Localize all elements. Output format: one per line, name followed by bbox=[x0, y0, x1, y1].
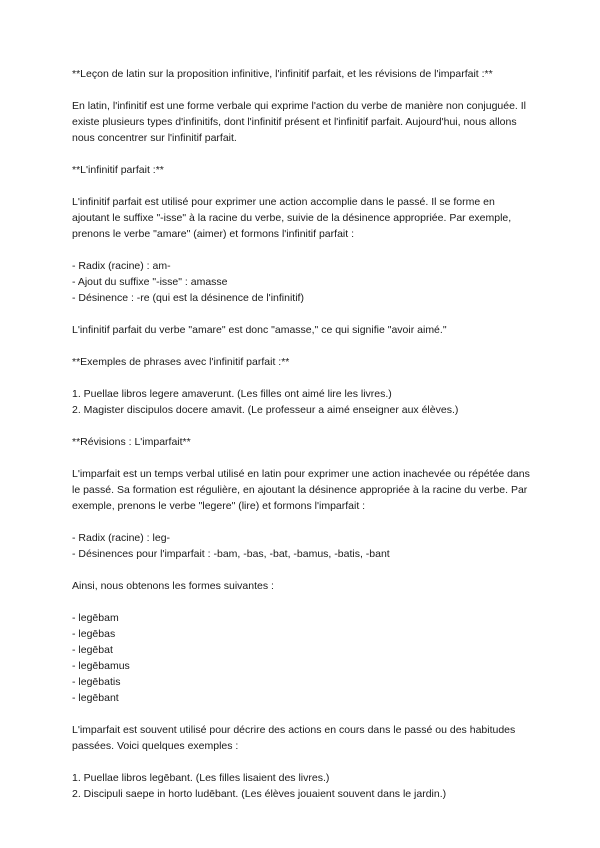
list-item: - legēbat bbox=[72, 644, 113, 656]
list-item: - Désinences pour l'imparfait : -bam, -bas, -bat, -bamus, -batis, -bant bbox=[72, 548, 390, 560]
section3-forms bbox=[72, 610, 532, 706]
document-title: **Leçon de latin sur la proposition infinitive, l'infinitif parfait, et les révisions de l'imparfait :** bbox=[72, 68, 493, 80]
section1-list bbox=[72, 258, 532, 306]
list-item: - Ajout du suffixe "-isse" : amasse bbox=[72, 276, 228, 288]
list-item: - Radix (racine) : leg- bbox=[72, 532, 171, 544]
section3-forms-intro: Ainsi, nous obtenons les formes suivantes : bbox=[72, 580, 274, 592]
document-page bbox=[72, 66, 532, 818]
section3-list bbox=[72, 530, 532, 562]
section3-paragraph: L'imparfait est un temps verbal utilisé en latin pour exprimer une action inachevée ou répétée dans le passé. Sa formation est régulière, en ajoutant la désinence appropriée à la racine du verbe. Par exemple, prenons le verbe "legere" (lire) et formons l'imparfait : bbox=[72, 468, 533, 512]
intro-paragraph: En latin, l'infinitif est une forme verbale qui exprime l'action du verbe de manière non conjuguée. Il existe plusieurs types d'infinitifs, dont l'infinitif présent et l'infinitif parfait. Aujourd'hui, nous allons nous concentrer sur l'infinitif parfait. bbox=[72, 100, 529, 144]
section1-paragraph: L'infinitif parfait est utilisé pour exprimer une action accomplie dans le passé. Il se forme en ajoutant le suffixe "-isse" à la racine du verbe, suivie de la désinence appropriée. Par exemple, prenons le verbe "amare" (aimer) et formons l'infinitif parfait : bbox=[72, 196, 515, 240]
list-item: - Désinence : -re (qui est la désinence de l'infinitif) bbox=[72, 292, 304, 304]
list-item: - legēbam bbox=[72, 612, 119, 624]
section3-heading: **Révisions : L'imparfait** bbox=[72, 436, 191, 448]
list-item: 1. Puellae libros legēbant. (Les filles lisaient des livres.) bbox=[72, 772, 330, 784]
section1-heading: **L'infinitif parfait :** bbox=[72, 164, 164, 176]
list-item: 1. Puellae libros legere amaverunt. (Les filles ont aimé lire les livres.) bbox=[72, 388, 392, 400]
list-item: 2. Discipuli saepe in horto ludēbant. (Les élèves jouaient souvent dans le jardin.) bbox=[72, 788, 447, 800]
list-item: - Radix (racine) : am- bbox=[72, 260, 171, 272]
list-item: 2. Magister discipulos docere amavit. (Le professeur a aimé enseigner aux élèves.) bbox=[72, 404, 459, 416]
section2-examples bbox=[72, 386, 532, 418]
section2-heading: **Exemples de phrases avec l'infinitif parfait :** bbox=[72, 356, 290, 368]
section4-paragraph: L'imparfait est souvent utilisé pour décrire des actions en cours dans le passé ou des habitudes passées. Voici quelques exemples : bbox=[72, 724, 519, 752]
list-item: - legēbatis bbox=[72, 676, 121, 688]
list-item: - legēbamus bbox=[72, 660, 130, 672]
list-item: - legēbant bbox=[72, 692, 119, 704]
section4-examples bbox=[72, 770, 532, 802]
section1-conclusion: L'infinitif parfait du verbe "amare" est donc "amasse," ce qui signifie "avoir aimé." bbox=[72, 324, 447, 336]
list-item: - legēbas bbox=[72, 628, 116, 640]
